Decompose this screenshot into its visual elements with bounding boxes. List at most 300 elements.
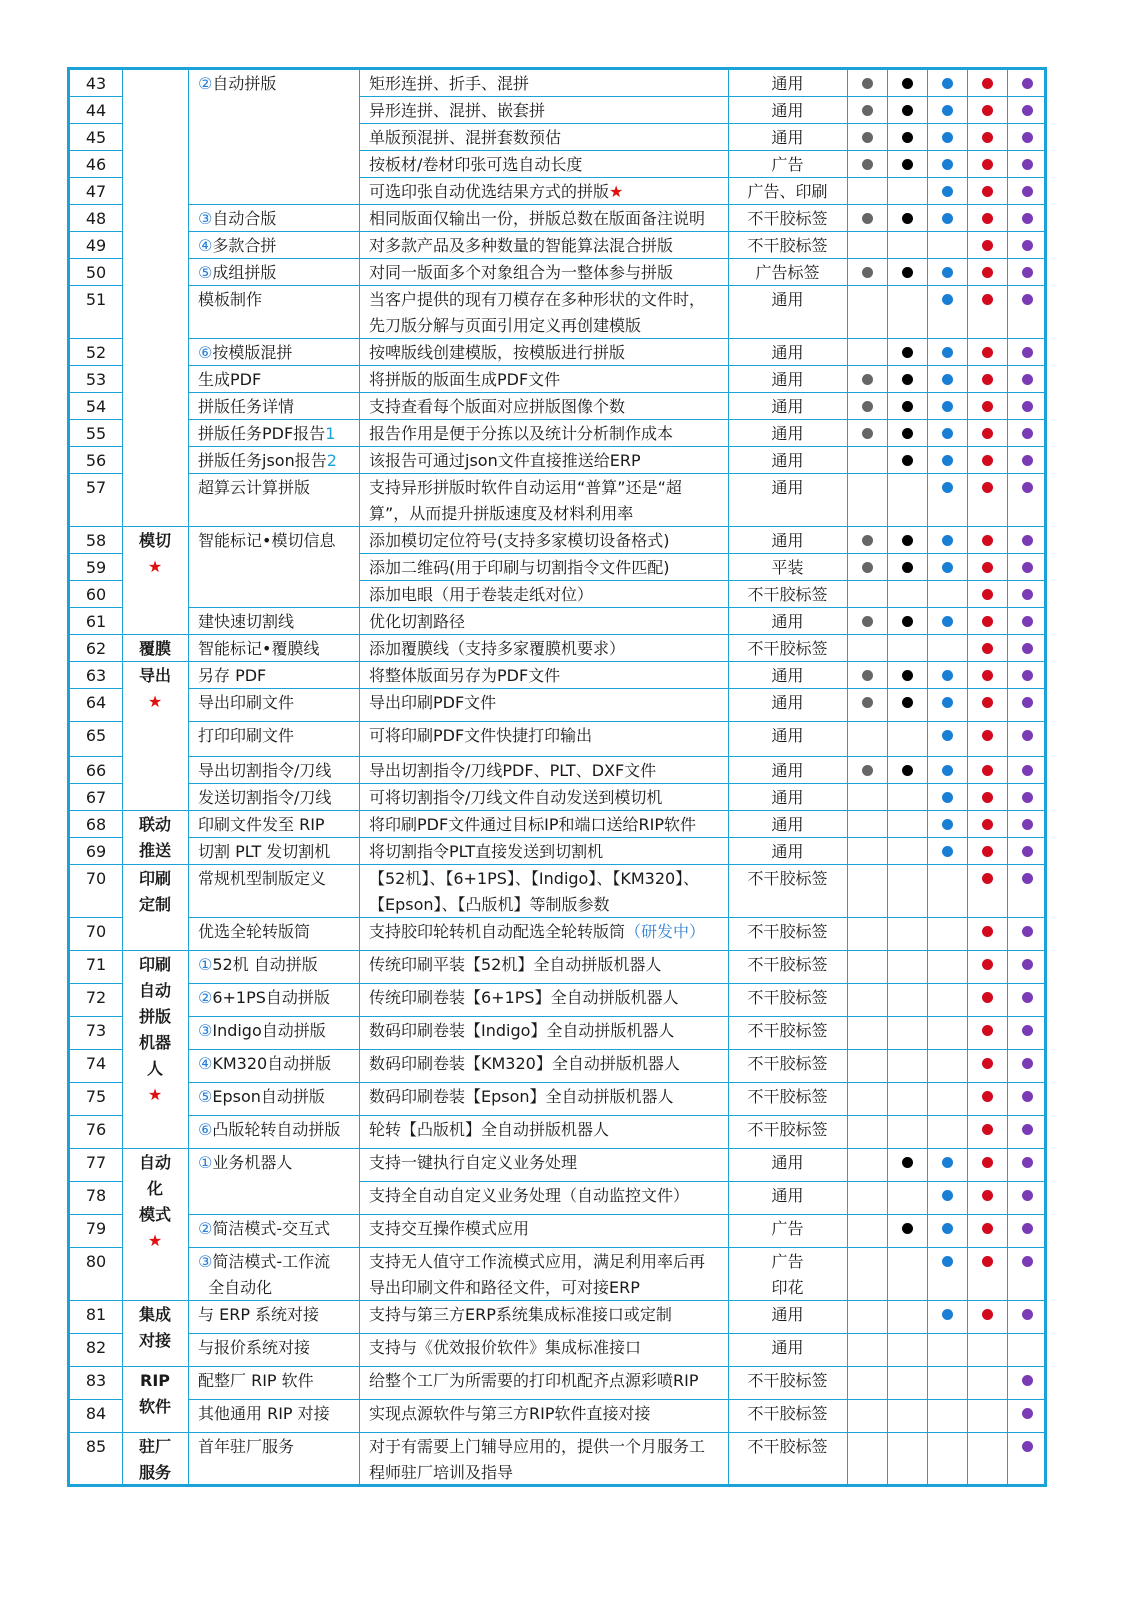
feature-dot-icon <box>902 455 913 466</box>
feature-description: 导出切割指令/刀线PDF、PLT、DXF文件 <box>369 761 657 780</box>
feature-dot-icon <box>982 730 993 741</box>
index-marker: ② <box>198 74 213 93</box>
applicable-type: 不干胶标签 <box>747 1021 828 1040</box>
category-label: RIP 软件 <box>138 1371 171 1416</box>
feature-description: 按板材/卷材印张可选自动长度 <box>369 155 583 174</box>
row-number: 59 <box>85 558 107 577</box>
feature-dot-icon <box>1022 1408 1033 1419</box>
feature-dot-icon <box>1022 730 1033 741</box>
feature-dot-icon <box>942 294 953 305</box>
feature-dot-icon <box>942 1190 953 1201</box>
feature-name: 常规机型制版定义 <box>198 869 327 888</box>
category-label: 印刷 自动 拼版 机器 人 ★ <box>138 955 171 1104</box>
applicable-type: 广告、印刷 <box>747 182 828 201</box>
applicable-type: 通用 <box>771 1338 804 1357</box>
applicable-type: 通用 <box>771 101 804 120</box>
row-number: 43 <box>85 74 107 93</box>
feature-dot-icon <box>902 267 913 278</box>
index-marker: ③ <box>198 209 213 228</box>
feature-dot-icon <box>982 1058 993 1069</box>
applicable-type: 通用 <box>771 1153 804 1172</box>
row-number: 54 <box>85 397 107 416</box>
row-number: 68 <box>85 815 107 834</box>
star-icon: ★ <box>147 692 163 711</box>
row-number: 55 <box>85 424 107 443</box>
row-number: 50 <box>85 263 107 282</box>
feature-dot-icon <box>942 347 953 358</box>
feature-dot-icon <box>1022 846 1033 857</box>
feature-dot-icon <box>1022 562 1033 573</box>
category-label: 印刷 定制 <box>138 869 171 914</box>
applicable-type: 不干胶标签 <box>747 1120 828 1139</box>
feature-description: 数码印刷卷装【KM320】全自动拼版机器人 <box>369 1054 680 1073</box>
applicable-type: 通用 <box>771 370 804 389</box>
feature-dot-icon <box>982 294 993 305</box>
feature-description: 支持一键执行自定义业务处理 <box>369 1153 578 1172</box>
feature-name: 优选全轮转版筒 <box>198 922 311 941</box>
feature-description: 该报告可通过json文件直接推送给ERP <box>369 451 641 470</box>
applicable-type: 不干胶标签 <box>747 955 828 974</box>
applicable-type: 通用 <box>771 1305 804 1324</box>
feature-description: 支持全自动自定义业务处理（自动监控文件） <box>369 1186 690 1205</box>
feature-description: 将整体版面另存为PDF文件 <box>369 666 561 685</box>
feature-dot-icon <box>982 186 993 197</box>
feature-dot-icon <box>982 1256 993 1267</box>
feature-dot-icon <box>942 159 953 170</box>
feature-dot-icon <box>1022 535 1033 546</box>
feature-dot-icon <box>982 455 993 466</box>
applicable-type: 通用 <box>771 612 804 631</box>
feature-dot-icon <box>982 132 993 143</box>
applicable-type: 不干胶标签 <box>747 988 828 1007</box>
footnote-marker: 1 <box>325 424 336 443</box>
feature-dot-icon <box>1022 926 1033 937</box>
feature-dot-icon <box>902 401 913 412</box>
applicable-type: 不干胶标签 <box>747 869 828 888</box>
feature-dot-icon <box>862 562 873 573</box>
feature-dot-icon <box>942 428 953 439</box>
row-number: 69 <box>85 842 107 861</box>
index-marker: ② <box>198 988 213 1007</box>
row-number: 85 <box>85 1437 107 1456</box>
applicable-type: 通用 <box>771 761 804 780</box>
applicable-type: 通用 <box>771 74 804 93</box>
feature-description: 数码印刷卷装【Epson】全自动拼版机器人 <box>369 1087 674 1106</box>
feature-description: 可将印刷PDF文件快捷打印输出 <box>369 726 593 745</box>
feature-name: ②6+1PS自动拼版 <box>198 988 330 1007</box>
feature-dot-icon <box>1022 455 1033 466</box>
index-marker: ① <box>198 955 213 974</box>
feature-name: ①业务机器人 <box>198 1153 293 1172</box>
feature-dot-icon <box>942 697 953 708</box>
feature-dot-icon <box>942 374 953 385</box>
feature-dot-icon <box>982 78 993 89</box>
row-number: 77 <box>85 1153 107 1172</box>
feature-name: ④KM320自动拼版 <box>198 1054 332 1073</box>
feature-dot-icon <box>902 697 913 708</box>
feature-dot-icon <box>982 213 993 224</box>
feature-name: 智能标记•模切信息 <box>198 531 336 550</box>
feature-name: 建快速切割线 <box>198 612 295 631</box>
feature-description: 传统印刷平装【52机】全自动拼版机器人 <box>369 955 662 974</box>
feature-dot-icon <box>982 819 993 830</box>
star-icon: ★ <box>147 557 163 576</box>
applicable-type: 通用 <box>771 1186 804 1205</box>
category-label: 集成 对接 <box>138 1305 171 1350</box>
feature-dot-icon <box>1022 819 1033 830</box>
applicable-type: 通用 <box>771 424 804 443</box>
feature-dot-icon <box>862 374 873 385</box>
applicable-type: 通用 <box>771 343 804 362</box>
row-number: 66 <box>85 761 107 780</box>
applicable-type: 通用 <box>771 788 804 807</box>
index-marker: ③ <box>198 1021 213 1040</box>
applicable-type: 通用 <box>771 693 804 712</box>
feature-dot-icon <box>1022 482 1033 493</box>
row-number: 47 <box>85 182 107 201</box>
index-marker: ④ <box>198 1054 213 1073</box>
feature-dot-icon <box>982 482 993 493</box>
feature-dot-icon <box>862 159 873 170</box>
feature-name: ③Indigo自动拼版 <box>198 1021 326 1040</box>
applicable-type: 通用 <box>771 451 804 470</box>
feature-dot-icon <box>1022 240 1033 251</box>
feature-dot-icon <box>902 159 913 170</box>
feature-dot-icon <box>902 374 913 385</box>
feature-name: 生成PDF <box>198 370 262 389</box>
index-marker: ② <box>198 1219 213 1238</box>
index-marker: ④ <box>198 236 213 255</box>
feature-description: 支持与第三方ERP系统集成标准接口或定制 <box>369 1305 672 1324</box>
feature-dot-icon <box>982 374 993 385</box>
feature-name: 其他通用 RIP 对接 <box>198 1404 330 1423</box>
feature-name: 模板制作 <box>198 290 263 309</box>
feature-name: ⑥按模版混拼 <box>198 343 293 362</box>
feature-description: 导出印刷PDF文件 <box>369 693 497 712</box>
row-number: 73 <box>85 1021 107 1040</box>
applicable-type: 不干胶标签 <box>747 236 828 255</box>
applicable-type: 不干胶标签 <box>747 1371 828 1390</box>
feature-dot-icon <box>1022 105 1033 116</box>
feature-dot-icon <box>942 819 953 830</box>
index-marker: ⑤ <box>198 1087 213 1106</box>
feature-description: 对同一版面多个对象组合为一整体参与拼版 <box>369 263 674 282</box>
feature-dot-icon <box>982 535 993 546</box>
feature-dot-icon <box>942 401 953 412</box>
feature-description: 报告作用是便于分拣以及统计分析制作成本 <box>369 424 674 443</box>
feature-dot-icon <box>1022 294 1033 305</box>
feature-dot-icon <box>1022 428 1033 439</box>
applicable-type: 通用 <box>771 842 804 861</box>
feature-dot-icon <box>1022 267 1033 278</box>
feature-description: 实现点源软件与第三方RIP软件直接对接 <box>369 1404 651 1423</box>
applicable-type: 通用 <box>771 290 804 309</box>
applicable-type: 通用 <box>771 815 804 834</box>
row-number: 70 <box>85 869 107 888</box>
feature-description: 矩形连拼、折手、混拼 <box>369 74 530 93</box>
feature-name: 切割 PLT 发切割机 <box>198 842 331 861</box>
feature-dot-icon <box>862 765 873 776</box>
feature-dot-icon <box>1022 873 1033 884</box>
feature-name: ②简洁模式-交互式 <box>198 1219 331 1238</box>
feature-dot-icon <box>902 1157 913 1168</box>
category-label: 驻厂 服务 <box>138 1437 171 1482</box>
applicable-type: 不干胶标签 <box>747 1437 828 1456</box>
feature-dot-icon <box>1022 1124 1033 1135</box>
index-marker: ① <box>198 1153 213 1172</box>
feature-dot-icon <box>1022 347 1033 358</box>
category-label: 自动 化 模式 ★ <box>138 1153 171 1250</box>
feature-dot-icon <box>902 670 913 681</box>
feature-dot-icon <box>902 1223 913 1234</box>
category-label: 覆膜 <box>138 639 171 658</box>
feature-name: ⑥凸版轮转自动拼版 <box>198 1120 341 1139</box>
feature-dot-icon <box>942 267 953 278</box>
feature-description: 将拼版的版面生成PDF文件 <box>369 370 561 389</box>
feature-description: 当客户提供的现有刀模存在多种形状的文件时， 先刀版分解与页面引用定义再创建模版 <box>369 290 706 335</box>
index-marker: ③ <box>198 1252 213 1271</box>
applicable-type: 不干胶标签 <box>747 639 828 658</box>
applicable-type: 广告标签 <box>755 263 820 282</box>
feature-dot-icon <box>862 132 873 143</box>
feature-dot-icon <box>862 213 873 224</box>
feature-dot-icon <box>942 482 953 493</box>
applicable-type: 不干胶标签 <box>747 209 828 228</box>
footnote-marker: 2 <box>326 451 337 470</box>
row-number: 48 <box>85 209 107 228</box>
applicable-type: 广告 <box>771 155 804 174</box>
feature-dot-icon <box>982 1309 993 1320</box>
feature-name: 拼版任务json报告2 <box>198 451 337 470</box>
row-number: 57 <box>85 478 107 497</box>
row-number: 76 <box>85 1120 107 1139</box>
feature-dot-icon <box>902 428 913 439</box>
feature-name: ①52机 自动拼版 <box>198 955 318 974</box>
feature-name: 导出切割指令/刀线 <box>198 761 332 780</box>
feature-description: 对于有需要上门辅导应用的，提供一个月服务工 程师驻厂培训及指导 <box>369 1437 706 1482</box>
feature-dot-icon <box>982 1223 993 1234</box>
feature-dot-icon <box>862 535 873 546</box>
row-number: 74 <box>85 1054 107 1073</box>
row-number: 46 <box>85 155 107 174</box>
feature-dot-icon <box>1022 697 1033 708</box>
feature-name: 拼版任务详情 <box>198 397 295 416</box>
feature-name: ⑤成组拼版 <box>198 263 277 282</box>
feature-description: 支持交互操作模式应用 <box>369 1219 530 1238</box>
applicable-type: 不干胶标签 <box>747 585 828 604</box>
feature-dot-icon <box>942 132 953 143</box>
feature-dot-icon <box>982 589 993 600</box>
feature-description: 传统印刷卷装【6+1PS】全自动拼版机器人 <box>369 988 679 1007</box>
feature-dot-icon <box>982 347 993 358</box>
feature-name: 与 ERP 系统对接 <box>198 1305 320 1324</box>
feature-dot-icon <box>982 670 993 681</box>
feature-dot-icon <box>942 1309 953 1320</box>
feature-dot-icon <box>942 186 953 197</box>
feature-dot-icon <box>1022 401 1033 412</box>
feature-dot-icon <box>982 267 993 278</box>
feature-description: 添加覆膜线（支持多家覆膜机要求） <box>369 639 626 658</box>
row-number: 81 <box>85 1305 107 1324</box>
feature-dot-icon <box>862 428 873 439</box>
applicable-type: 不干胶标签 <box>747 1404 828 1423</box>
feature-name: 与报价系统对接 <box>198 1338 311 1357</box>
feature-name: ④多款合拼 <box>198 236 277 255</box>
row-number: 63 <box>85 666 107 685</box>
feature-dot-icon <box>862 697 873 708</box>
feature-dot-icon <box>862 78 873 89</box>
feature-description: 支持胶印轮转机自动配选全轮转版筒（研发中） <box>369 922 706 941</box>
feature-description: 支持查看每个版面对应拼版图像个数 <box>369 397 626 416</box>
in-development-note: （研发中） <box>625 922 706 941</box>
applicable-type: 通用 <box>771 666 804 685</box>
row-number: 65 <box>85 726 107 745</box>
feature-dot-icon <box>982 159 993 170</box>
feature-dot-icon <box>982 959 993 970</box>
feature-dot-icon <box>942 1256 953 1267</box>
feature-dot-icon <box>982 643 993 654</box>
feature-dot-icon <box>1022 159 1033 170</box>
feature-dot-icon <box>1022 792 1033 803</box>
feature-dot-icon <box>1022 1025 1033 1036</box>
feature-name: 打印印刷文件 <box>198 726 295 745</box>
feature-description: 数码印刷卷装【Indigo】全自动拼版机器人 <box>369 1021 675 1040</box>
feature-dot-icon <box>902 105 913 116</box>
feature-dot-icon <box>1022 1157 1033 1168</box>
row-number: 67 <box>85 788 107 807</box>
feature-dot-icon <box>902 132 913 143</box>
feature-dot-icon <box>1022 959 1033 970</box>
applicable-type: 通用 <box>771 726 804 745</box>
row-number: 64 <box>85 693 107 712</box>
feature-description: 支持与《优效报价软件》集成标准接口 <box>369 1338 642 1357</box>
feature-dot-icon <box>942 1157 953 1168</box>
row-number: 83 <box>85 1371 107 1390</box>
row-number: 51 <box>85 290 107 309</box>
feature-description: 可将切割指令/刀线文件自动发送到模切机 <box>369 788 663 807</box>
feature-dot-icon <box>1022 1190 1033 1201</box>
feature-dot-icon <box>942 535 953 546</box>
feature-dot-icon <box>1022 1091 1033 1102</box>
feature-dot-icon <box>942 792 953 803</box>
feature-name: 导出印刷文件 <box>198 693 295 712</box>
feature-dot-icon <box>982 105 993 116</box>
row-number: 56 <box>85 451 107 470</box>
feature-description: 轮转【凸版机】全自动拼版机器人 <box>369 1120 610 1139</box>
feature-dot-icon <box>982 846 993 857</box>
feature-description: 给整个工厂为所需要的打印机配齐点源彩喷RIP <box>369 1371 699 1390</box>
feature-dot-icon <box>902 347 913 358</box>
feature-dot-icon <box>982 1190 993 1201</box>
feature-description: 支持无人值守工作流模式应用，满足利用率后再 导出印刷文件和路径文件，可对接ERP <box>369 1252 706 1297</box>
feature-name: 拼版任务PDF报告1 <box>198 424 336 443</box>
feature-dot-icon <box>982 992 993 1003</box>
feature-dot-icon <box>982 1157 993 1168</box>
feature-dot-icon <box>902 616 913 627</box>
row-number: 60 <box>85 585 107 604</box>
row-number: 71 <box>85 955 107 974</box>
feature-dot-icon <box>982 562 993 573</box>
feature-dot-icon <box>902 765 913 776</box>
feature-dot-icon <box>942 846 953 857</box>
row-number: 75 <box>85 1087 107 1106</box>
category-label: 模切 ★ <box>138 531 171 576</box>
feature-dot-icon <box>982 1091 993 1102</box>
feature-name: 印刷文件发至 RIP <box>198 815 325 834</box>
feature-description: 异形连拼、混拼、嵌套拼 <box>369 101 546 120</box>
feature-dot-icon <box>982 765 993 776</box>
feature-dot-icon <box>942 78 953 89</box>
feature-dot-icon <box>1022 1223 1033 1234</box>
feature-dot-icon <box>1022 765 1033 776</box>
feature-dot-icon <box>862 670 873 681</box>
feature-dot-icon <box>982 240 993 251</box>
feature-dot-icon <box>1022 1058 1033 1069</box>
feature-dot-icon <box>942 1223 953 1234</box>
row-number: 79 <box>85 1219 107 1238</box>
feature-description: 添加电眼（用于卷装走纸对位） <box>369 585 594 604</box>
feature-dot-icon <box>1022 616 1033 627</box>
feature-dot-icon <box>902 78 913 89</box>
feature-dot-icon <box>982 616 993 627</box>
feature-name: 首年驻厂服务 <box>198 1437 295 1456</box>
applicable-type: 广告 <box>771 1219 804 1238</box>
feature-dot-icon <box>982 697 993 708</box>
row-number: 49 <box>85 236 107 255</box>
applicable-type: 不干胶标签 <box>747 1054 828 1073</box>
applicable-type: 不干胶标签 <box>747 922 828 941</box>
feature-dot-icon <box>862 105 873 116</box>
applicable-type: 通用 <box>771 531 804 550</box>
row-number: 70 <box>85 922 107 941</box>
feature-dot-icon <box>942 730 953 741</box>
row-number: 62 <box>85 639 107 658</box>
feature-dot-icon <box>982 1025 993 1036</box>
applicable-type: 不干胶标签 <box>747 1087 828 1106</box>
feature-dot-icon <box>982 873 993 884</box>
feature-description: 相同版面仅输出一份，拼版总数在版面备注说明 <box>369 209 706 228</box>
feature-dot-icon <box>982 926 993 937</box>
index-marker: ⑤ <box>198 263 213 282</box>
applicable-type: 通用 <box>771 397 804 416</box>
feature-dot-icon <box>1022 1441 1033 1452</box>
feature-dot-icon <box>902 562 913 573</box>
feature-dot-icon <box>982 401 993 412</box>
feature-name: 另存 PDF <box>198 666 267 685</box>
applicable-type: 广告 印花 <box>771 1252 804 1297</box>
feature-dot-icon <box>982 1124 993 1135</box>
feature-dot-icon <box>862 267 873 278</box>
feature-table <box>67 67 1047 1487</box>
row-number: 72 <box>85 988 107 1007</box>
feature-dot-icon <box>1022 643 1033 654</box>
row-number: 82 <box>85 1338 107 1357</box>
star-icon: ★ <box>609 182 624 201</box>
feature-description: 对多款产品及多种数量的智能算法混合拼版 <box>369 236 674 255</box>
feature-name: ③简洁模式-工作流 全自动化 <box>198 1252 331 1297</box>
feature-dot-icon <box>1022 1375 1033 1386</box>
feature-name: ⑤Epson自动拼版 <box>198 1087 325 1106</box>
row-number: 58 <box>85 531 107 550</box>
feature-dot-icon <box>942 616 953 627</box>
feature-dot-icon <box>862 616 873 627</box>
star-icon: ★ <box>147 1085 163 1104</box>
feature-name: ②自动拼版 <box>198 74 277 93</box>
row-number: 44 <box>85 101 107 120</box>
applicable-type: 平装 <box>771 558 804 577</box>
category-label: 联动 推送 <box>138 815 171 860</box>
feature-dot-icon <box>942 670 953 681</box>
